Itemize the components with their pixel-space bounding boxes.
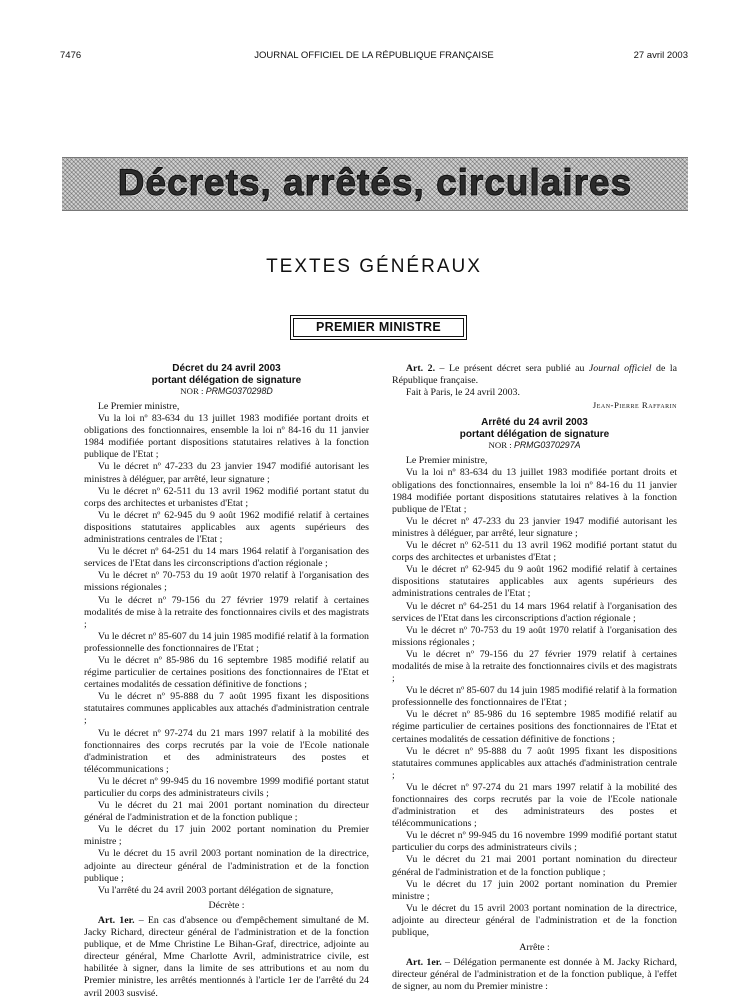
article-label: Art. 1er. (405, 957, 442, 969)
decree-visa: Vu le décret du 17 juin 2002 portant nomination du Premier ministre ; (84, 824, 369, 848)
decree-visa: Vu le décret nº 95-888 du 7 août 1995 fixant les dispositions statutaires communes applicables aux attachés d'administration centrale ; (84, 691, 369, 727)
decree-visa: Vu le décret nº 62-511 du 13 avril 1962 modifié portant statut du corps des architectes et urbanistes d'Etat ; (84, 485, 369, 509)
decree-article-1 (84, 915, 369, 1000)
decree-visa: Vu le décret nº 79-156 du 27 février 1979 relatif à certaines modalités de mise à la retraite des fonctionnaires civils et des magistrats ; (84, 594, 369, 630)
arrete-visa: Vu le décret du 21 mai 2001 portant nomination du directeur général de l'administration et de la fonction publique ; (392, 854, 677, 878)
arrete-title: Arrêté du 24 avril 2003 (481, 417, 588, 429)
arrete-visa: Vu le décret nº 79-156 du 27 février 1979 relatif à certaines modalités de mise à la retraite des fonctionnaires civils et des magistrats ; (392, 648, 677, 685)
decree-visa: Vu le décret nº 64-251 du 14 mars 1964 relatif à l'organisation des services de l'Etat dans les circonscriptions d'action régionale ; (84, 546, 369, 570)
arrete-visa: Vu la loi nº 83-634 du 13 juillet 1983 modifiée portant droits et obligations des fonctionnaires, ensemble la loi nº 84-16 du 11 janvier 1984 modifiée portant dispositions statutaires relatives à la fonction publique de l'Etat ; (392, 467, 677, 515)
arrete-visa: Vu le décret nº 95-888 du 7 août 1995 fixant les dispositions statutaires communes applicables aux attachés d'administration centrale ; (392, 745, 677, 781)
article-label: Art. 2. (405, 363, 436, 374)
right-column (392, 363, 677, 994)
decree-visa: Vu le décret nº 62-945 du 9 août 1962 modifié relatif à certaines dispositions statutaires applicables aux agents supérieurs des administrations centrales de l'Etat ; (84, 509, 369, 546)
arrete-article-1 (392, 957, 677, 993)
article-text: – Délégation permanente est donnée à M. Jacky Richard, directeur général de l'administration et de la fonction publique, à l'effet de signer, au nom du Premier ministre : (392, 957, 677, 993)
arrete-visa: Vu le décret du 17 juin 2002 portant nomination du Premier ministre ; (392, 878, 677, 902)
arrete-arrete: Arrête : (519, 942, 550, 954)
decree-visa: Vu le décret du 21 mai 2001 portant nomination du directeur général de l'administration et de la fonction publique ; (84, 800, 369, 824)
decree-visa: Vu le décret nº 99-945 du 16 novembre 1999 modifié portant statut particulier du corps des administrateurs civils ; (84, 775, 369, 799)
decree-opening: Le Premier ministre, (97, 401, 180, 412)
nor-label: NOR : (488, 440, 512, 451)
arrete-visa: Vu le décret nº 99-945 du 16 novembre 1999 modifié portant statut particulier du corps des administrateurs civils ; (392, 830, 677, 854)
decree-done: Fait à Paris, le 24 avril 2003. (405, 387, 520, 399)
journal-name: Journal officiel (588, 363, 652, 374)
arrete-visa: Vu le décret nº 85-986 du 16 septembre 1985 modifié relatif au régime particulier de certaines positions des fonctionnaires de l'Etat et certaines modalités de cessation définitive de fonctions ; (392, 709, 677, 745)
ministry-box (290, 315, 467, 340)
nor-label: NOR : (180, 386, 204, 396)
decree-visa: Vu le décret nº 47-233 du 23 janvier 1947 modifié autorisant les ministres à déléguer, par arrêté, leur signature ; (84, 461, 369, 485)
rubric-banner (62, 157, 688, 211)
decree-title: Décret du 24 avril 2003 (172, 363, 281, 374)
arrete-visa: Vu le décret nº 70-753 du 19 août 1970 relatif à l'organisation des missions régionales ; (392, 624, 677, 648)
decree-visa: Vu le décret nº 97-274 du 21 mars 1997 relatif à la mobilité des fonctionnaires des corps recrutés par la voie de l'Ecole nationale d'administration et des administrateurs des postes et télécommunications ; (84, 727, 369, 775)
decree-visa: Vu le décret nº 85-607 du 14 juin 1985 modifié relatif à la formation professionnelle des fonctionnaires de l'Etat ; (84, 630, 369, 654)
ministry-label: PREMIER MINISTRE (293, 318, 464, 337)
decree-visa: Vu la loi nº 83-634 du 13 juillet 1983 modifiée portant droits et obligations des fonctionnaires, ensemble la loi nº 84-16 du 11 janvier 1984 modifiée portant dispositions statutaires relatives à la fonction publique de l'Etat ; (84, 413, 369, 461)
nor-code: PRMG0370298D (205, 386, 273, 396)
decree-visa: Vu le décret nº 85-986 du 16 septembre 1985 modifié relatif au régime particulier de certaines positions des fonctionnaires de l'Etat et certaines modalités de cessation définitive de fonctions ; (84, 654, 369, 691)
arrete-visa: Vu le décret nº 97-274 du 21 mars 1997 relatif à la mobilité des fonctionnaires des corps recrutés par la voie de l'Ecole nationale d'administration et des administrateurs des postes et télécommunications ; (392, 781, 677, 830)
arrete-subtitle: portant délégation de signature (459, 428, 610, 440)
decree-nor (84, 386, 369, 397)
article-text-end: de la République française. (392, 363, 677, 387)
decree-visa: Vu le décret nº 70-753 du 19 août 1970 relatif à l'organisation des missions régionales ; (84, 570, 369, 594)
arrete-nor (392, 440, 677, 451)
nor-code: PRMG0370297A (513, 440, 581, 451)
left-column (84, 363, 369, 1000)
section-title: TEXTES GÉNÉRAUX (266, 256, 482, 277)
decree-visa: Vu le décret du 15 avril 2003 portant nomination de la directrice, adjointe au directeur général de l'administration et de la fonction publique ; (84, 848, 369, 884)
page-number: 7476 (60, 50, 82, 61)
arrete-visa: Vu le décret du 15 avril 2003 portant nomination de la directrice, adjointe au directeur général de l'administration et de la fonction publique, (392, 902, 677, 939)
decree-signature: Jean-Pierre Raffarin (592, 400, 677, 411)
arrete-visa: Vu le décret nº 64-251 du 14 mars 1964 relatif à l'organisation des services de l'Etat dans les circonscriptions d'action régionale ; (392, 600, 677, 624)
running-header (60, 50, 688, 64)
arrete-visa: Vu le décret nº 85-607 du 14 juin 1985 modifié relatif à la formation professionnelle des fonctionnaires de l'Etat ; (392, 685, 677, 709)
arrete-visa: Vu le décret nº 62-511 du 13 avril 1962 modifié portant statut du corps des architectes et urbanistes d'Etat ; (392, 540, 677, 564)
decree-subtitle: portant délégation de signature (151, 374, 302, 386)
decree-decrete: Décrète : (208, 899, 245, 911)
article-text: – En cas d'absence ou d'empêchement simultané de M. Jacky Richard, directeur général de l'administration et de la fonction publique, et de Mme Christine Le Bihan-Graf, directrice, adjointe au directeur général, Mme Charlotte Avril, administratrice civile, est habilitée à signer, dans la limite de ses attributions et au nom du Premier ministre, les arrêtés mentionnés à l'article 1er de l'arrêté du 24 avril 2003 susvisé. (84, 914, 369, 999)
arrete-opening: Le Premier ministre, (405, 455, 488, 467)
arrete-visa: Vu le décret nº 47-233 du 23 janvier 1947 modifié autorisant les ministres à déléguer, par arrêté, leur signature ; (392, 515, 677, 539)
article-label: Art. 1er. (97, 914, 135, 926)
arrete-visa: Vu le décret nº 62-945 du 9 août 1962 modifié relatif à certaines dispositions statutaires applicables aux agents supérieurs des administrations centrales de l'Etat ; (392, 564, 677, 600)
journal-title: JOURNAL OFFICIEL DE LA RÉPUBLIQUE FRANÇAISE (254, 50, 494, 61)
banner-title: Décrets, arrêtés, circulaires (117, 162, 633, 203)
decree-article-2 (392, 363, 677, 387)
article-text: – Le présent décret sera publié au (435, 363, 589, 374)
decree-visa: Vu l'arrêté du 24 avril 2003 portant délégation de signature, (97, 884, 334, 896)
issue-date: 27 avril 2003 (633, 50, 688, 61)
